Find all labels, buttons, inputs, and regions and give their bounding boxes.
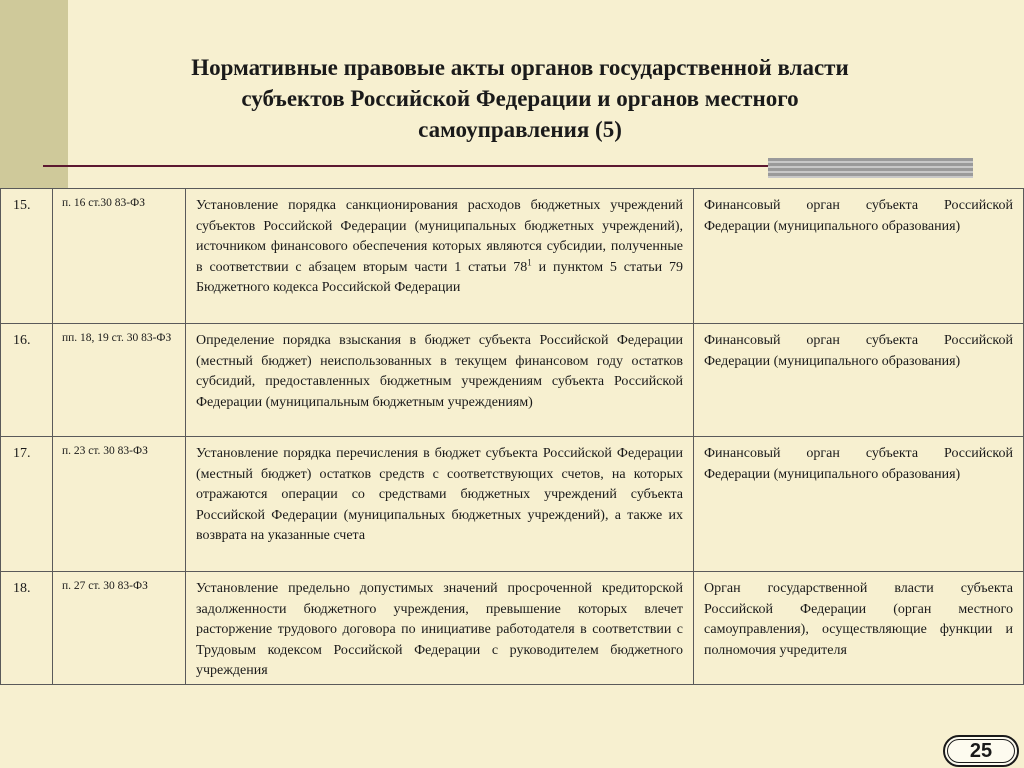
acts-table	[0, 188, 1024, 685]
act-description: Определение порядка взыскания в бюджет субъекта Российской Федерации (местный бюджет) неиспользованных в текущем финансовом году остатков субсидий, предоставленных бюджетным учреждениям субъекта Российской Федерации (муниципальным бюджетным учреждениям)	[186, 324, 694, 437]
law-reference: п. 27 ст. 30 83-ФЗ	[53, 572, 186, 685]
table-row	[1, 437, 1024, 572]
slide-title-line-1: Нормативные правовые акты органов государственной власти	[191, 55, 849, 80]
slide-title	[60, 52, 980, 145]
row-number: 18.	[1, 572, 53, 685]
superscript: 1	[527, 256, 532, 267]
act-description-tail: и пунктом 5 статьи 79 Бюджетного кодекса Российской Федерации	[196, 259, 683, 295]
page-number: 25	[947, 739, 1015, 763]
title-striped-bar	[768, 158, 973, 178]
slide-title-line-2: субъектов Российской Федерации и органов местного	[241, 86, 799, 111]
responsible-body: Орган государственной власти субъекта Российской Федерации (орган местного самоуправления), осуществляющие функции и полномочия учредителя	[694, 572, 1024, 685]
page-number-badge	[943, 735, 1019, 767]
responsible-body: Финансовый орган субъекта Российской Федерации (муниципального образования)	[694, 189, 1024, 324]
row-number: 17.	[1, 437, 53, 572]
law-reference: п. 23 ст. 30 83-ФЗ	[53, 437, 186, 572]
act-description	[186, 189, 694, 324]
act-description: Установление предельно допустимых значений просроченной кредиторской задолженности бюджетного учреждения, превышение которых влечет расторжение трудового договора по инициативе работодателя в соответствии с Трудовым кодексом Российской Федерации с руководителем бюджетного учреждения	[186, 572, 694, 685]
slide-title-line-3: самоуправления (5)	[418, 117, 622, 142]
table-row	[1, 324, 1024, 437]
table-row	[1, 572, 1024, 685]
row-number: 16.	[1, 324, 53, 437]
act-description: Установление порядка перечисления в бюджет субъекта Российской Федерации (местный бюджет) остатков средств с соответствующих счетов, на которых отражаются операции со средствами бюджетных учреждений субъекта Российской Федерации (муниципальных бюджетных учреждений), а также их возврата на указанные счета	[186, 437, 694, 572]
table-row	[1, 189, 1024, 324]
row-number: 15.	[1, 189, 53, 324]
law-reference: пп. 18, 19 ст. 30 83-ФЗ	[53, 324, 186, 437]
law-reference: п. 16 ст.30 83-ФЗ	[53, 189, 186, 324]
act-description-text: Установление порядка санкционирования расходов бюджетных учреждений субъектов Российской Федерации (муниципальных бюджетных учреждений), источником финансового обеспечения которых являются субсидии, полученные в соответствии с абзацем вторым части 1 статьи 78	[196, 198, 683, 275]
responsible-body: Финансовый орган субъекта Российской Федерации (муниципального образования)	[694, 324, 1024, 437]
responsible-body: Финансовый орган субъекта Российской Федерации (муниципального образования)	[694, 437, 1024, 572]
